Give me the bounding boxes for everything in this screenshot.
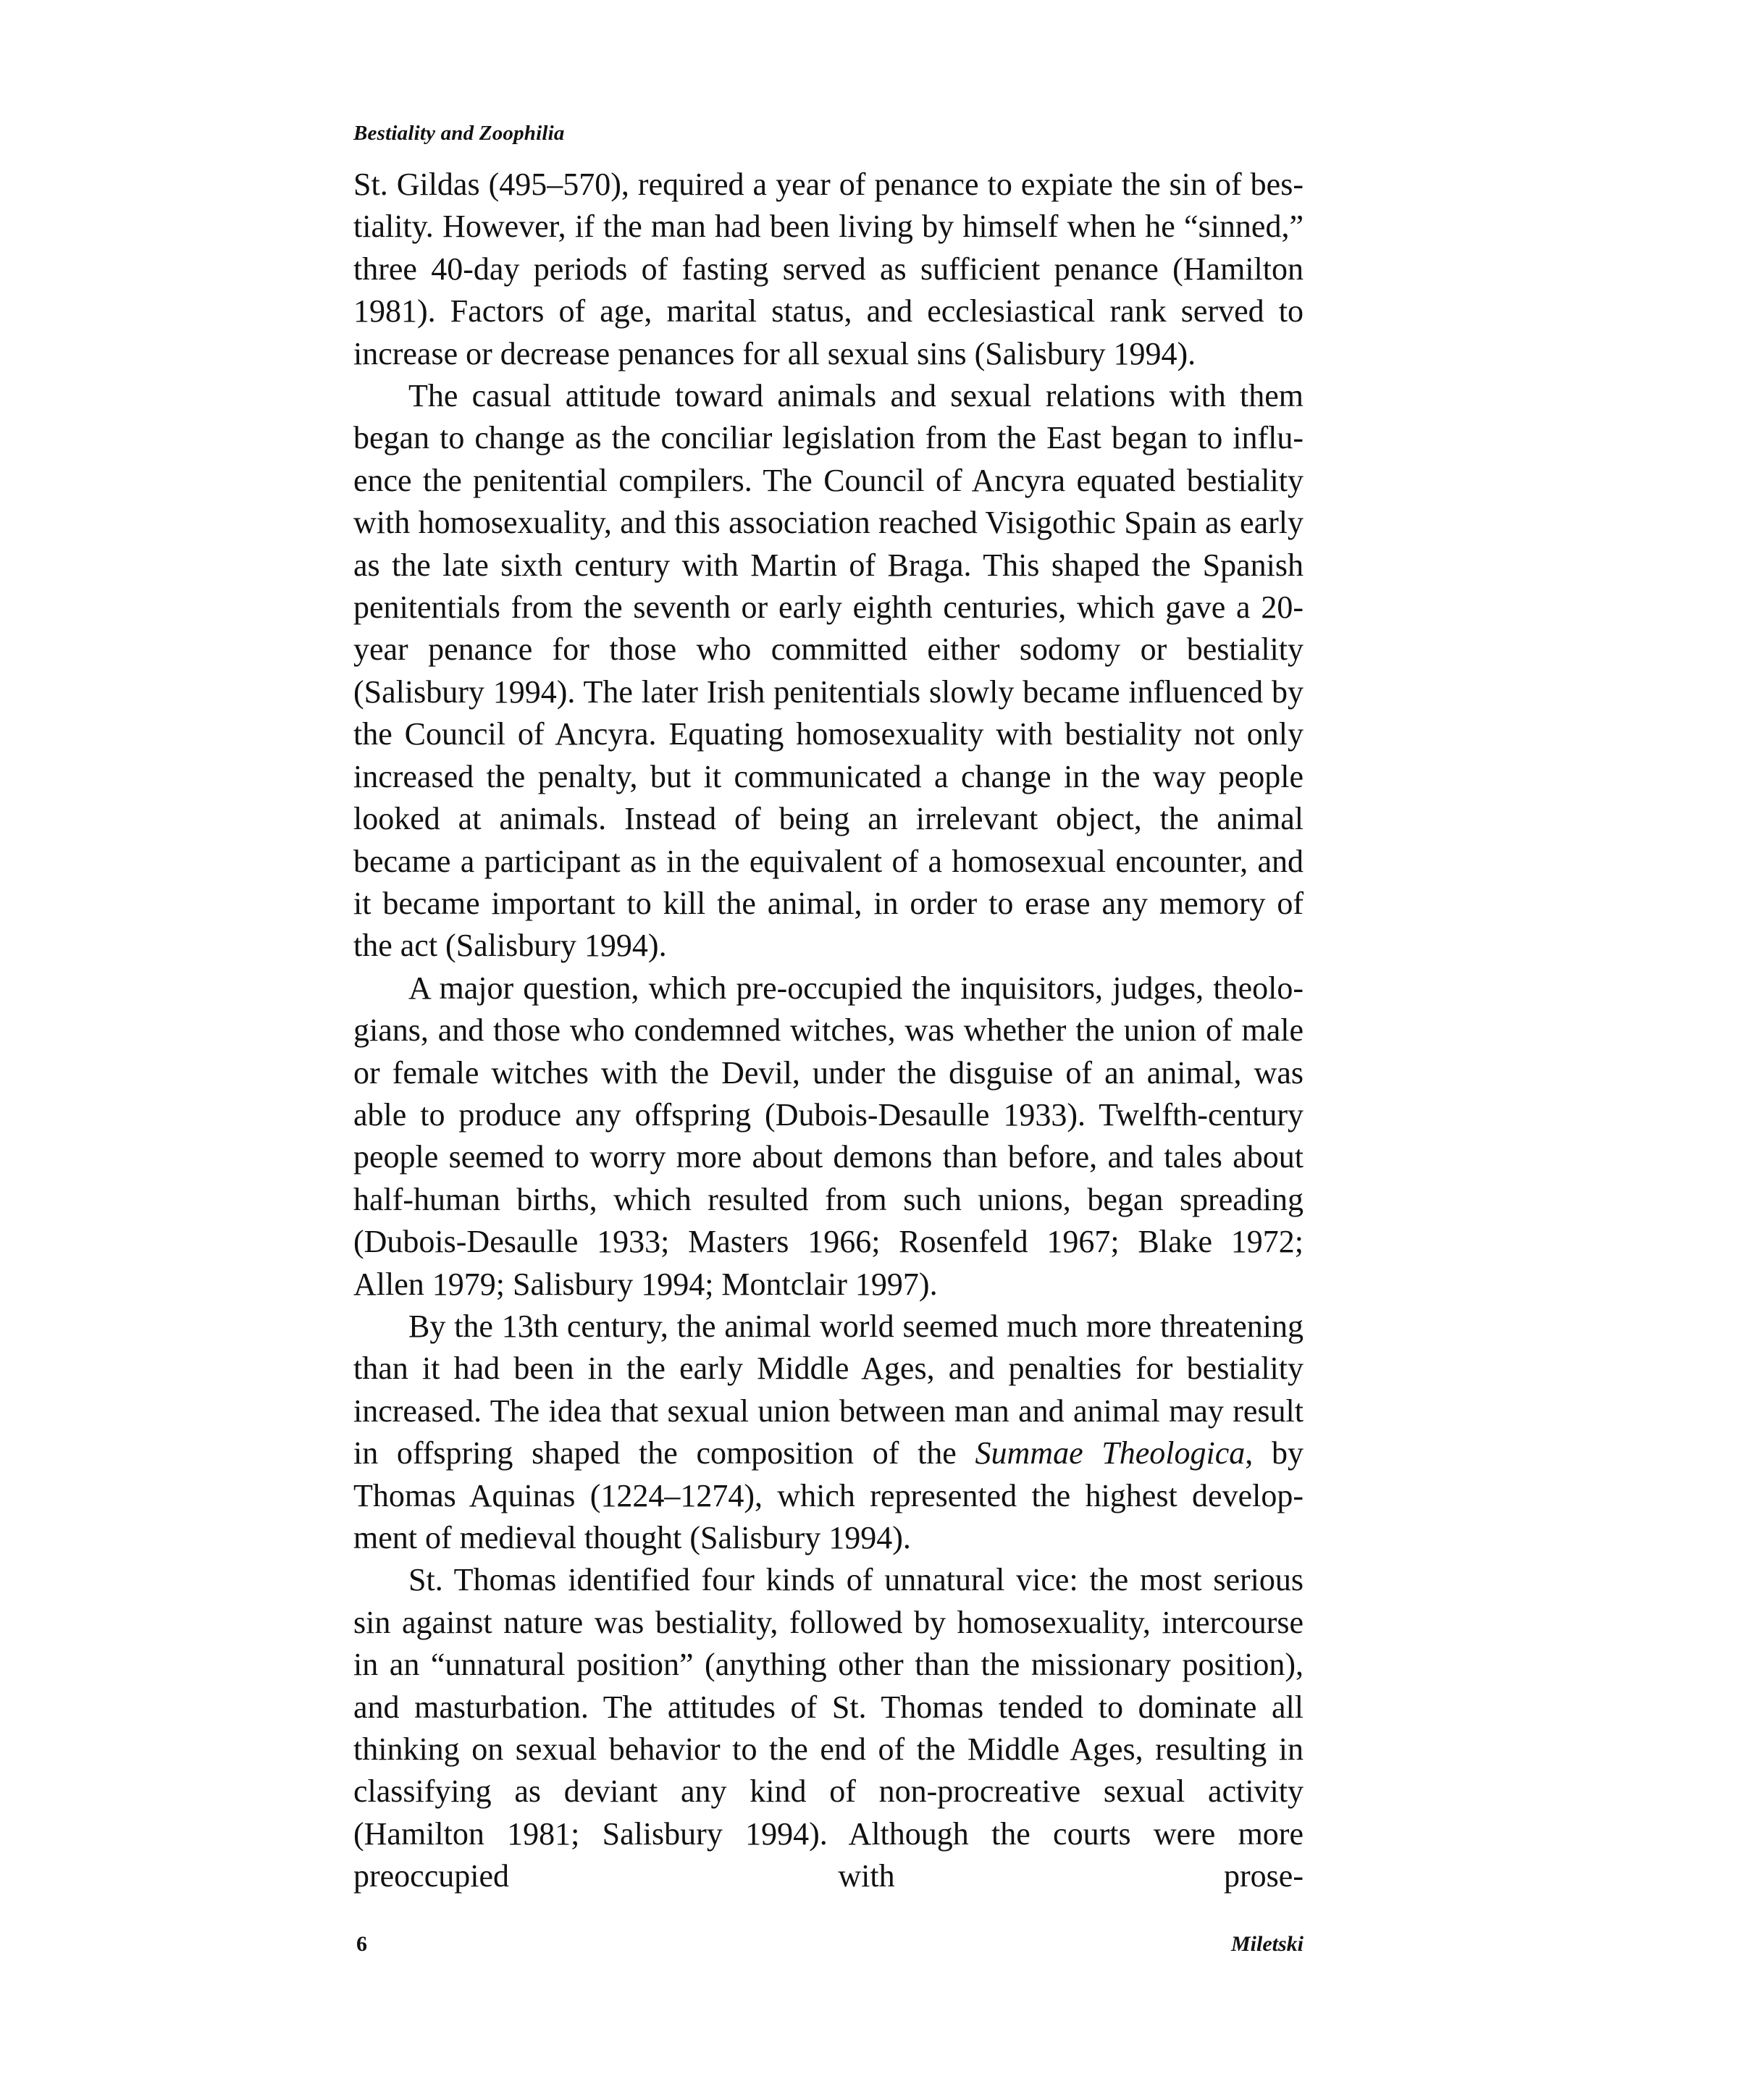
paragraph-2: The casual attitude toward animals and sexual relations with them began to change as the conciliar legislation from the East began to influence the penitential compilers. The Council of Ancyra equated bestiality with homosexuality, and this association reached Visigothic Spain as early as the late sixth century with Martin of Braga. This shaped the Spanish penitentials from the seventh or early eighth centuries, which gave a 20-year penance for those who committed either sodomy or bestiality (Salisbury 1994). The later Irish penitentials slowly became influenced by the Council of Ancyra. Equating homosexuality with bestiality not only increased the penalty, but it communicated a change in the way people looked at animals. Instead of being an irrelevant object, the animal became a participant as in the equivalent of a homosexual encounter, and it became important to kill the animal, in order to erase any memory of the act (Salisbury 1994). [353, 378, 1304, 964]
paragraph-1: St. Gildas (495–570), required a year of penance to expiate the sin of bestiality. However, if the man had been living by himself when he “sinned,” three 40-day periods of fasting served as sufficient penance (Hamilton 1981). Factors of age, marital status, and ecclesiastical rank served to increase or decrease penances for all sexual sins (Salisbury 1994). [353, 167, 1304, 371]
running-head: Bestiality and Zoophilia [353, 122, 565, 145]
paragraph-4-part-2: , by Thomas Aquinas (1224–1274), which represented the highest development of medieval thought (Salisbury 1994). [353, 1435, 1304, 1555]
body-text [353, 164, 1304, 1898]
paragraph-3: A major question, which pre-occupied the inquisitors, judges, theologians, and those who condemned witches, was whether the union of male or female witches with the Devil, under the disguise of an animal, was able to produce any offspring (Dubois-Desaulle 1933). Twelfth-century people seemed to worry more about demons than before, and tales about half-human births, which resulted from such unions, began spreading (Dubois-Desaulle 1933; Masters 1966; Rosenfeld 1967; Blake 1972; Allen 1979; Salisbury 1994; Montclair 1997). [353, 970, 1304, 1302]
book-title-summae-theologica: Summae Theologica [975, 1435, 1246, 1471]
page-number: 6 [356, 1932, 367, 1956]
paragraph-4-part-1: By the 13th century, the animal world seemed much more threatening than it had been in the early Middle Ages, and penalties for bestiality increased. The idea that sexual union between man and animal may result in offspring shaped the composition of the [353, 1308, 1304, 1471]
paragraph-4 [353, 1306, 1304, 1559]
footer-author: Miletski [1230, 1932, 1304, 1956]
paragraph-5: St. Thomas identified four kinds of unnatural vice: the most serious sin against nature was bestiality, followed by homosexuality, intercourse in an “unnatural position” (anything other than the missionary position), and masturbation. The attitudes of St. Thomas tended to dominate all thinking on sexual behavior to the end of the Middle Ages, resulting in classifying as deviant any kind of non-procreative sexual activity (Hamilton 1981; Salisbury 1994). Although the courts were more preoccupied with prose- [353, 1562, 1304, 1894]
